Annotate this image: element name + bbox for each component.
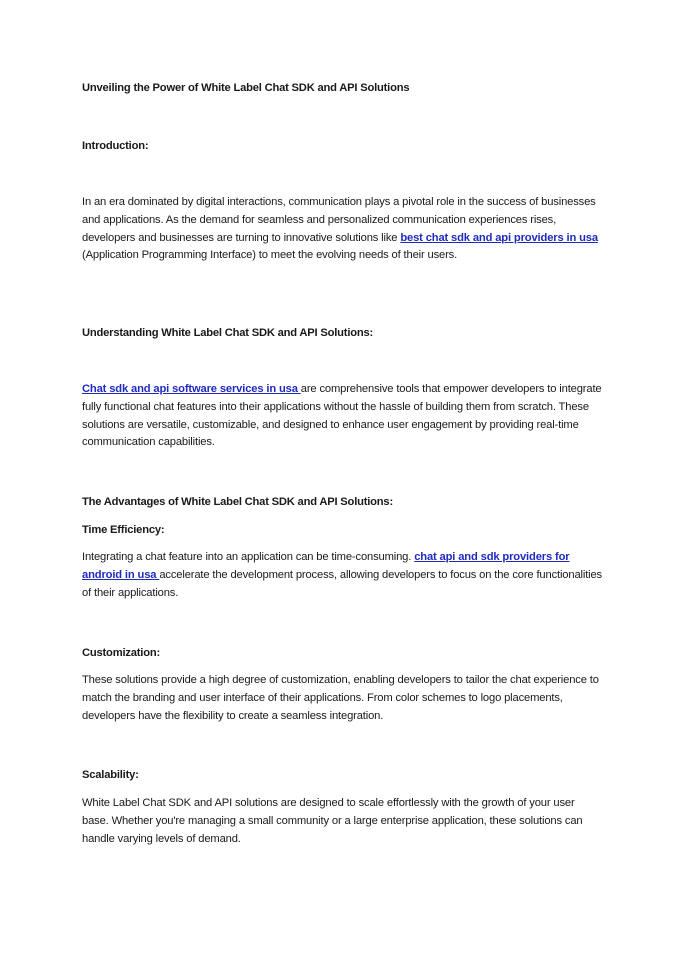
advantages-heading: The Advantages of White Label Chat SDK and API Solutions: xyxy=(82,496,393,508)
introduction-text-before: In an era dominated by digital interactions, communication plays a pivotal role in the success of businesses and applications. As the demand for seamless and personalized communication experiences rises, developers and businesses are turning to innovative solutions like xyxy=(82,196,596,244)
time-efficiency-text-before: Integrating a chat feature into an application can be time-consuming. xyxy=(82,551,415,563)
best-chat-sdk-link[interactable]: best chat sdk and api providers in usa xyxy=(400,231,598,244)
introduction-heading: Introduction: xyxy=(82,140,149,152)
introduction-text-after: (Application Programming Interface) to meet the evolving needs of their users. xyxy=(82,249,458,262)
introduction-paragraph xyxy=(82,194,602,265)
chat-api-android-link[interactable]: chat api and sdk providers for android in usa xyxy=(82,551,570,581)
time-efficiency-paragraph xyxy=(82,549,602,602)
understanding-paragraph xyxy=(82,381,602,452)
customization-paragraph: These solutions provide a high degree of customization, enabling developers to tailor the chat experience to match the branding and user interface of their applications. From color schemes to logo placements, developers have the flexibility to create a seamless integration. xyxy=(82,674,599,722)
scalability-paragraph: White Label Chat SDK and API solutions are designed to scale effortlessly with the growth of your user base. Whether you're managing a small community or a large enterprise application, these solutions can handle varying levels of demand. xyxy=(82,797,583,845)
understanding-text-after: are comprehensive tools that empower developers to integrate fully functional chat features into their applications without the hassle of building them from scratch. These solutions are versatile, customizable, and designed to enhance user engagement by providing real-time communication capabilities. xyxy=(82,383,602,449)
customization-heading: Customization: xyxy=(82,647,160,659)
understanding-heading: Understanding White Label Chat SDK and API Solutions: xyxy=(82,327,374,339)
chat-sdk-services-link[interactable]: Chat sdk and api software services in usa xyxy=(82,383,301,395)
document-title: Unveiling the Power of White Label Chat SDK and API Solutions xyxy=(82,82,410,94)
scalability-heading: Scalability: xyxy=(82,769,139,781)
time-efficiency-text-after: accelerate the development process, allowing developers to focus on the core functionalities of their applications. xyxy=(82,568,602,599)
time-efficiency-heading: Time Efficiency: xyxy=(82,524,165,536)
